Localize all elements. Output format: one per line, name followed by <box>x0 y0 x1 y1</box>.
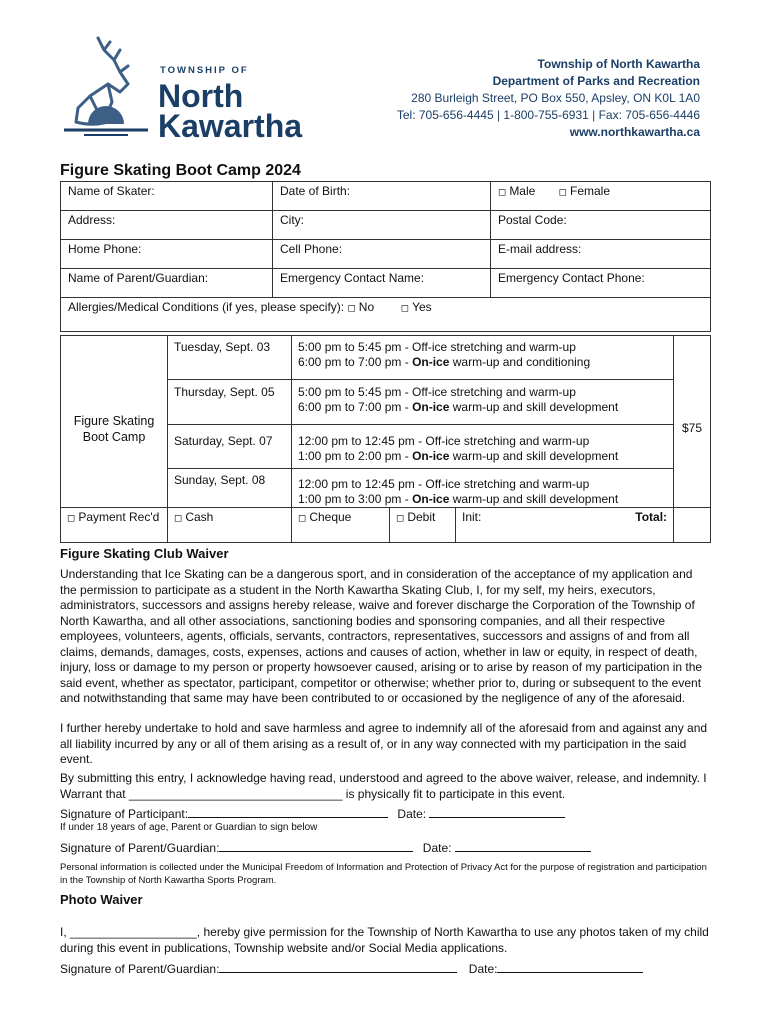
session-day: Thursday, Sept. 05 <box>168 380 292 425</box>
participant-signature-label: Signature of Participant: <box>60 807 189 821</box>
org-website: www.northkawartha.ca <box>569 125 700 139</box>
address-field[interactable]: Address: <box>61 211 273 240</box>
checkbox-cash[interactable]: ◻ <box>174 513 183 524</box>
dept-name: Department of Parks and Recreation <box>492 74 700 88</box>
session-times: 12:00 pm to 12:45 pm - Off-ice stretching and warm-up 1:00 pm to 2:00 pm - On-ice warm-up and skill development <box>292 425 674 469</box>
form-title: Figure Skating Boot Camp 2024 <box>60 162 301 179</box>
parent-name-field[interactable]: Name of Parent/Guardian: <box>61 269 273 298</box>
checkbox-male[interactable]: ◻ <box>498 187 507 198</box>
participant-date-label: Date: <box>397 807 427 821</box>
init-label: Init: <box>462 510 482 524</box>
waiver-heading: Figure Skating Club Waiver <box>60 546 229 561</box>
org-address: 280 Burleigh Street, PO Box 550, Apsley, ON K0L 1A0 <box>411 91 700 105</box>
privacy-notice: Personal information is collected under the Municipal Freedom of Information and Protection of Privacy Act for the purpose of registration and participation in the Township of North Kawartha Sports Program. <box>60 862 707 886</box>
camp-schedule-table <box>60 335 711 543</box>
session-times: 5:00 pm to 5:45 pm - Off-ice stretching and warm-up 6:00 pm to 7:00 pm - On-ice warm-up and skill development <box>292 380 674 425</box>
checkbox-debit[interactable]: ◻ <box>396 513 405 524</box>
allergies-field[interactable] <box>61 298 711 332</box>
cash-label: Cash <box>185 510 214 524</box>
camp-price: $75 <box>674 336 711 508</box>
gender-field <box>491 182 711 211</box>
payment-received-label: Payment Rec'd <box>78 510 160 524</box>
logo-township-of: TOWNSHIP OF <box>160 65 249 76</box>
parent-date-label: Date: <box>422 841 452 855</box>
debit-label: Debit <box>407 510 436 524</box>
skater-name-field[interactable]: Name of Skater: <box>61 182 273 211</box>
registrant-info-table <box>60 181 711 332</box>
org-name: Township of North Kawartha <box>537 57 700 71</box>
photo-parent-signature-line[interactable] <box>60 961 643 976</box>
total-label: Total: <box>635 510 668 524</box>
dob-field[interactable]: Date of Birth: <box>273 182 491 211</box>
photo-waiver-heading: Photo Waiver <box>60 892 143 907</box>
cell-phone-field[interactable]: Cell Phone: <box>273 240 491 269</box>
logo-word-kawartha: Kawartha <box>158 108 303 144</box>
participant-signature-line[interactable] <box>60 806 565 821</box>
photo-waiver-text: I, ___________________, hereby give permission for the Township of North Kawartha to use any photos taken of my child during this event in publications, Township website and/or Social Media applications. <box>60 925 709 955</box>
city-field[interactable]: City: <box>273 211 491 240</box>
checkbox-allergies-yes[interactable]: ◻ <box>400 303 410 314</box>
session-day: Saturday, Sept. 07 <box>168 425 292 469</box>
allergies-label: Allergies/Medical Conditions (if yes, please specify): <box>68 300 345 314</box>
waiver-paragraph-1: Understanding that Ice Skating can be a dangerous sport, and in consideration of the acceptance of my application and the permission to participate as a student in the North Kawartha Skating Club, I, for my self, my heirs, executors, administrators, successors and assigns hereby release, waive and forever discharge the Corporation of the Township of North Kawartha, and all other associations, sanctioning bodies and sponsoring companies, and all their respective employees, volunteers, agents, officials, servants, contractors, representatives, successors and assigns of and from all claims, demands, damages, costs, expenses, actions and causes of action, whether in law or equity, in respect of death, injury, loss or damage to my person or property howsoever caused, arising or to arise by reason of my participation in the said event, whether as spectator, participant, competitor or otherwise; whether prior to, during or subsequent to the event and notwithstanding that same may have been contributed to or occasioned by the negligence of any of the aforesaid. <box>60 567 703 705</box>
waiver-paragraph-3: By submitting this entry, I acknowledge having read, understood and agreed to the above waiver, release, and indemnity. I Warrant that ________________________________ is physically fit to participate in this event. <box>60 771 707 801</box>
camp-name-cell: Figure Skating Boot Camp <box>61 336 168 508</box>
org-phones: Tel: 705-656-4445 | 1-800-755-6931 | Fax: 705-656-4446 <box>396 108 700 122</box>
total-amount-field[interactable] <box>674 508 711 543</box>
allergies-no-label: No <box>358 300 375 314</box>
photo-parent-signature-label: Signature of Parent/Guardian: <box>60 962 220 976</box>
female-label: Female <box>569 184 610 198</box>
under-18-note: If under 18 years of age, Parent or Guardian to sign below <box>60 822 318 833</box>
payment-cash-cell[interactable] <box>168 508 292 543</box>
cheque-label: Cheque <box>309 510 352 524</box>
allergies-yes-label: Yes <box>412 300 432 314</box>
session-day: Sunday, Sept. 08 <box>168 469 292 508</box>
parent-signature-line[interactable] <box>60 840 591 855</box>
session-day: Tuesday, Sept. 03 <box>168 336 292 380</box>
payment-cheque-cell[interactable] <box>292 508 390 543</box>
parent-signature-label: Signature of Parent/Guardian: <box>60 841 220 855</box>
checkbox-cheque[interactable]: ◻ <box>298 513 307 524</box>
logo-word-north: North <box>158 78 244 114</box>
deer-icon <box>58 36 153 141</box>
checkbox-payment-received[interactable]: ◻ <box>67 513 76 524</box>
emergency-phone-field[interactable]: Emergency Contact Phone: <box>491 269 711 298</box>
payment-debit-cell[interactable] <box>390 508 456 543</box>
org-contact-block <box>397 56 700 141</box>
emergency-name-field[interactable]: Emergency Contact Name: <box>273 269 491 298</box>
photo-date-label: Date: <box>468 962 498 976</box>
payment-received-cell[interactable] <box>61 508 168 543</box>
waiver-paragraph-2: I further hereby undertake to hold and save harmless and agree to indemnify all of the aforesaid from and against any and all liability incurred by any or all of them arising as a result of, or in any way connected with my participation in the said event. <box>60 721 708 766</box>
checkbox-allergies-no[interactable]: ◻ <box>347 303 356 314</box>
township-logo <box>58 36 318 146</box>
postal-code-field[interactable]: Postal Code: <box>491 211 711 240</box>
checkbox-female[interactable]: ◻ <box>558 187 567 198</box>
init-total-cell[interactable] <box>456 508 674 543</box>
email-field[interactable]: E-mail address: <box>491 240 711 269</box>
male-label: Male <box>509 184 536 198</box>
session-times: 12:00 pm to 12:45 pm - Off-ice stretching and warm-up 1:00 pm to 3:00 pm - On-ice warm-up and skill development <box>292 469 674 508</box>
session-times: 5:00 pm to 5:45 pm - Off-ice stretching and warm-up 6:00 pm to 7:00 pm - On-ice warm-up and conditioning <box>292 336 674 380</box>
home-phone-field[interactable]: Home Phone: <box>61 240 273 269</box>
